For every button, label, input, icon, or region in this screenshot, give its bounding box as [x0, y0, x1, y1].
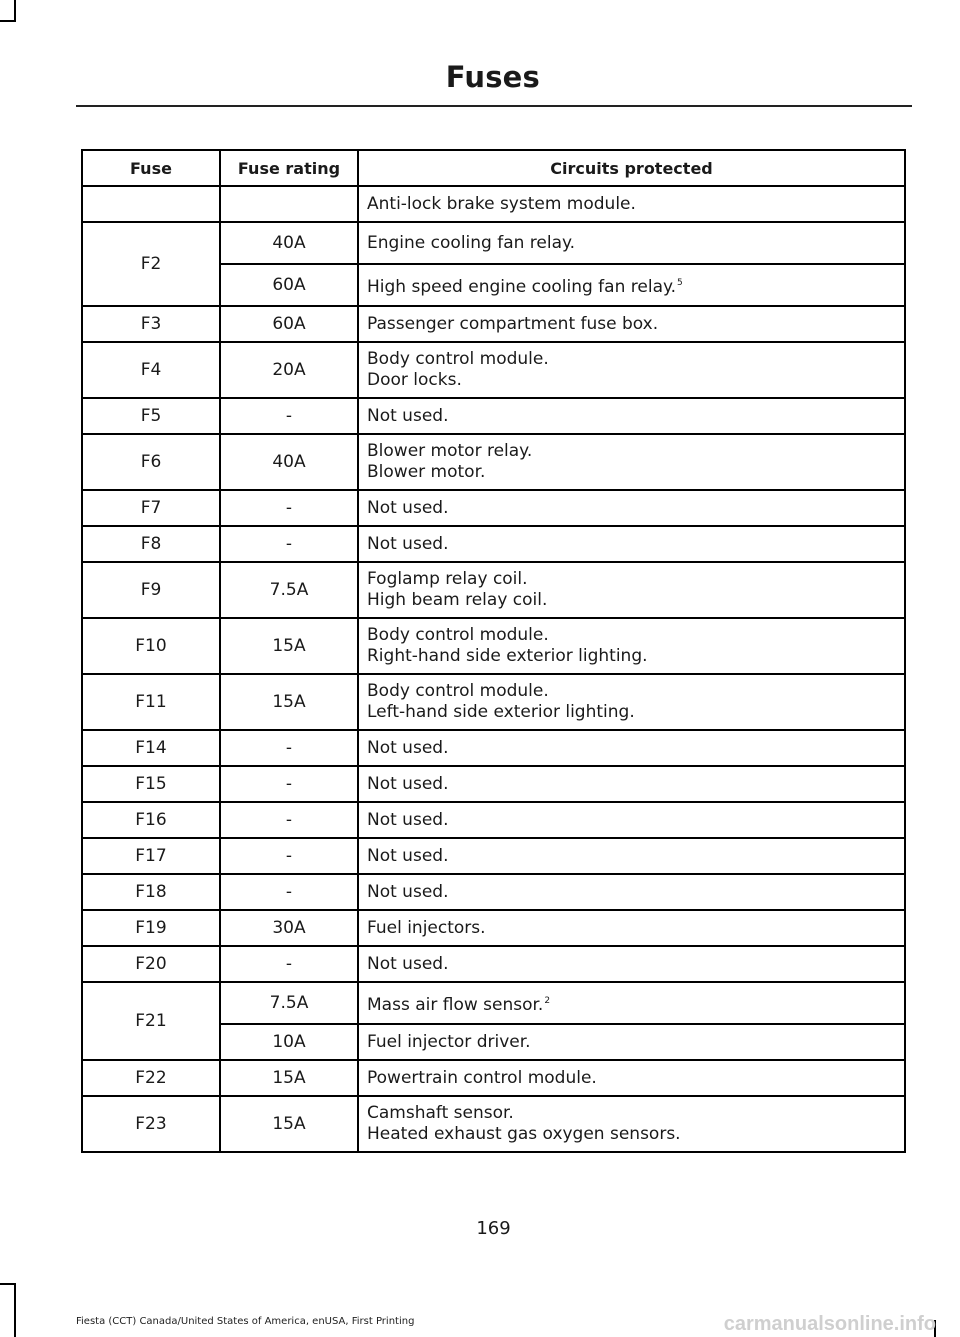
table-row: [82, 490, 905, 526]
rating-cell: 30A: [220, 910, 358, 946]
circuits-cell: Not used.: [358, 766, 905, 802]
fuse-cell: F14: [82, 730, 220, 766]
table-row: [82, 562, 905, 618]
fuse-cell: F11: [82, 674, 220, 730]
table-row: [82, 802, 905, 838]
rating-cell: 15A: [220, 1060, 358, 1096]
circuits-cell: Not used.: [358, 874, 905, 910]
crop-mark: [14, 1283, 16, 1337]
table-row: [82, 874, 905, 910]
fuse-cell: F3: [82, 306, 220, 342]
table-row: [82, 838, 905, 874]
table-row: [82, 730, 905, 766]
fuse-cell: F23: [82, 1096, 220, 1152]
circuits-cell: Mass air flow sensor.$^2$: [358, 982, 905, 1024]
circuits-cell: Not used.: [358, 398, 905, 434]
circuits-cell: Anti-lock brake system module.: [358, 186, 905, 222]
table-row: [82, 342, 905, 398]
rating-cell: -: [220, 766, 358, 802]
circuits-cell: Powertrain control module.: [358, 1060, 905, 1096]
rating-cell: 15A: [220, 674, 358, 730]
fuse-table: [81, 149, 906, 1153]
crop-mark: [14, 0, 16, 22]
circuits-cell: High speed engine cooling fan relay.$^5$: [358, 264, 905, 306]
table-row: [82, 186, 905, 222]
circuits-cell: Body control module. Right-hand side exterior lighting.: [358, 618, 905, 674]
rating-cell: 10A: [220, 1024, 358, 1060]
fuse-cell: F15: [82, 766, 220, 802]
rating-cell: -: [220, 526, 358, 562]
circuits-cell: Not used.: [358, 730, 905, 766]
circuits-cell: Not used.: [358, 526, 905, 562]
circuits-cell: Camshaft sensor. Heated exhaust gas oxygen sensors.: [358, 1096, 905, 1152]
fuse-cell: F21: [82, 982, 220, 1060]
table-row: [82, 526, 905, 562]
table-row: [82, 910, 905, 946]
rating-cell: -: [220, 490, 358, 526]
rating-cell: -: [220, 874, 358, 910]
circuits-cell: Not used.: [358, 946, 905, 982]
crop-mark: [0, 20, 16, 22]
rating-cell: 7.5A: [220, 562, 358, 618]
circuits-cell: Fuel injector driver.: [358, 1024, 905, 1060]
crop-mark: [0, 1283, 16, 1285]
fuse-cell: F19: [82, 910, 220, 946]
table-row: [82, 434, 905, 490]
fuse-cell: F22: [82, 1060, 220, 1096]
footnote-ref: 2: [544, 995, 551, 1006]
circuits-cell: Not used.: [358, 838, 905, 874]
rating-cell: 60A: [220, 306, 358, 342]
table-row: [82, 1060, 905, 1096]
fuse-cell: F9: [82, 562, 220, 618]
table-row: [82, 946, 905, 982]
page-number: 169: [476, 1218, 511, 1239]
page-title: Fuses: [445, 60, 540, 94]
rating-cell: -: [220, 730, 358, 766]
fuse-cell: [82, 186, 220, 222]
table-header-row: [82, 150, 905, 186]
rating-cell: 7.5A: [220, 982, 358, 1024]
rating-cell: 15A: [220, 618, 358, 674]
table-row: [82, 618, 905, 674]
rating-cell: 40A: [220, 434, 358, 490]
circuits-cell: Fuel injectors.: [358, 910, 905, 946]
rating-cell: -: [220, 838, 358, 874]
rating-cell: -: [220, 802, 358, 838]
fuse-cell: F17: [82, 838, 220, 874]
circuits-cell: Body control module. Left-hand side exterior lighting.: [358, 674, 905, 730]
circuits-cell: Not used.: [358, 490, 905, 526]
fuse-cell: F7: [82, 490, 220, 526]
fuse-cell: F6: [82, 434, 220, 490]
table-row: [82, 674, 905, 730]
fuse-cell: F20: [82, 946, 220, 982]
header-circuits-protected: Circuits protected: [358, 150, 905, 186]
circuits-cell: Not used.: [358, 802, 905, 838]
header-fuse: Fuse: [82, 150, 220, 186]
table-row: [82, 1096, 905, 1152]
fuse-cell: F4: [82, 342, 220, 398]
fuse-cell: F2: [82, 222, 220, 306]
fuse-cell: F5: [82, 398, 220, 434]
watermark: carmanualsonline.info: [723, 1313, 936, 1335]
rating-cell: [220, 186, 358, 222]
rating-cell: 20A: [220, 342, 358, 398]
table-row: [82, 398, 905, 434]
rating-cell: 15A: [220, 1096, 358, 1152]
table-row: [82, 306, 905, 342]
footer-text: Fiesta (CCT) Canada/United States of America, enUSA, First Printing: [76, 1316, 415, 1327]
title-rule: [76, 105, 912, 107]
circuits-cell: Blower motor relay. Blower motor.: [358, 434, 905, 490]
circuits-cell: Passenger compartment fuse box.: [358, 306, 905, 342]
circuits-cell: Foglamp relay coil. High beam relay coil.: [358, 562, 905, 618]
circuits-cell: Body control module. Door locks.: [358, 342, 905, 398]
fuse-cell: F16: [82, 802, 220, 838]
rating-cell: -: [220, 398, 358, 434]
table-row: [82, 222, 905, 264]
table-row: [82, 982, 905, 1024]
fuse-cell: F10: [82, 618, 220, 674]
fuse-cell: F8: [82, 526, 220, 562]
circuits-cell: Engine cooling fan relay.: [358, 222, 905, 264]
rating-cell: 40A: [220, 222, 358, 264]
fuse-cell: F18: [82, 874, 220, 910]
rating-cell: -: [220, 946, 358, 982]
rating-cell: 60A: [220, 264, 358, 306]
footnote-ref: 5: [677, 277, 683, 288]
header-fuse-rating: Fuse rating: [220, 150, 358, 186]
table-row: [82, 766, 905, 802]
